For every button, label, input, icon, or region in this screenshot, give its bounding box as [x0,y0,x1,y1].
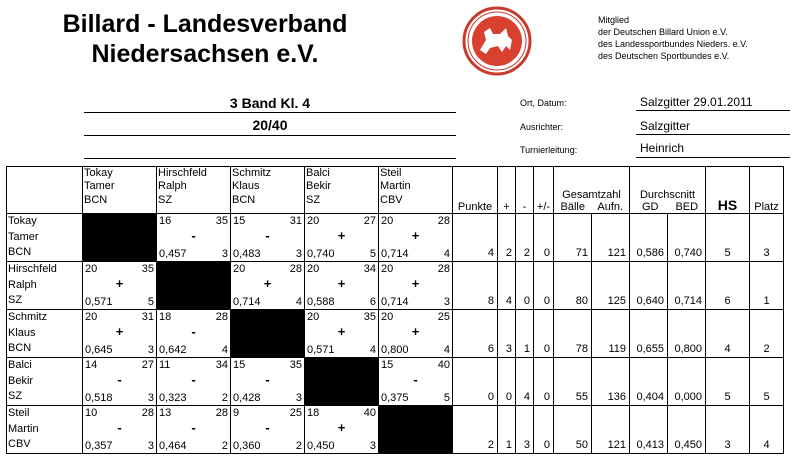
total-plus: 4 [498,262,516,310]
host-value: Salzgitter [640,119,691,133]
match-points: 20 [381,263,394,275]
total-platz: 2 [750,310,784,358]
player-club: SZ [158,193,173,206]
match-outcome: + [337,228,346,243]
total-bed: 0,740 [668,214,706,262]
match-points: 15 [233,359,246,371]
match-average: 0,740 [307,248,335,260]
match-innings-total: 31 [289,215,302,227]
match-innings-total: 35 [141,263,154,275]
gesamtzahl-label: Gesamtzahl [562,189,621,201]
match-high-series: 5 [369,248,376,260]
divider [636,110,790,111]
match-innings-total: 27 [141,359,154,371]
match-innings-total: 28 [215,311,228,323]
match-average: 0,714 [233,296,261,308]
match-result-cell [83,358,157,406]
match-innings-total: 25 [437,311,450,323]
total-hs: 5 [706,358,750,406]
match-points: 16 [159,215,172,227]
total-aufn: 119 [592,310,630,358]
lead-value: Heinrich [640,141,685,155]
match-points: 11 [159,359,171,371]
total-hs: 3 [706,406,750,454]
member-line: Mitglied [598,15,630,25]
match-outcome: - [191,372,196,387]
total-bed: 0,714 [668,262,706,310]
match-average: 0,642 [159,344,187,356]
match-high-series: 3 [147,440,154,452]
match-innings-total: 35 [215,215,228,227]
match-high-series: 5 [443,392,450,404]
divider [84,112,456,113]
match-average: 0,714 [381,248,409,260]
match-result-cell [83,310,157,358]
member-line: der Deutschen Billard Union e.V. [598,27,728,37]
divider [636,157,790,158]
player-club: CBV [8,438,31,451]
match-innings-total: 34 [215,359,228,371]
match-average: 0,714 [381,296,409,308]
match-high-series: 3 [147,344,154,356]
match-points: 20 [307,263,320,275]
total-baelle: 78 [554,310,592,358]
match-high-series: 3 [443,296,450,308]
match-high-series: 2 [221,440,228,452]
match-innings-total: 28 [437,215,450,227]
association-logo [462,6,532,76]
player-last-name: Tokay [84,167,113,179]
self-match-cell [231,310,305,358]
title-line-1: Billard - Landesverband [62,10,348,38]
match-outcome: + [411,324,420,339]
total-aufn: 121 [592,214,630,262]
match-points: 10 [85,407,98,419]
player-first-name: Tamer [8,230,39,243]
match-average: 0,428 [233,392,261,404]
match-result-cell [379,310,453,358]
match-outcome: + [115,276,124,291]
match-high-series: 3 [147,392,154,404]
total-punkte: 2 [453,406,498,454]
row-player-name [7,214,83,262]
total-punkte: 8 [453,262,498,310]
total-bed: 0,450 [668,406,706,454]
match-result-cell [305,310,379,358]
total-bed: 0,800 [668,310,706,358]
player-club: CBV [380,193,403,206]
total-baelle: 55 [554,358,592,406]
col-durchschnitt [630,167,706,214]
player-first-name: Martin [8,422,39,435]
player-last-name: Hirschfeld [8,263,57,275]
match-result-cell [231,406,305,454]
match-average: 0,450 [307,440,335,452]
match-outcome: - [265,228,270,243]
player-first-name: Bekir [8,374,34,387]
match-result-cell [157,310,231,358]
distance: 20/40 [252,117,288,133]
total-bed: 0,000 [668,358,706,406]
match-outcome: + [263,276,272,291]
player-last-name: Hirschfeld [158,167,207,179]
total-platz: 3 [750,214,784,262]
total-baelle: 50 [554,406,592,454]
total-minus: 1 [516,310,534,358]
match-points: 18 [159,311,172,323]
total-aufn: 136 [592,358,630,406]
player-club: SZ [8,390,23,403]
total-gd: 0,586 [630,214,668,262]
match-high-series: 4 [443,344,450,356]
total-baelle: 80 [554,262,592,310]
total-gd: 0,655 [630,310,668,358]
match-points: 20 [307,311,320,323]
total-plus: 1 [498,406,516,454]
date-value: Salzgitter 29.01.2011 [640,95,753,109]
match-result-cell [83,262,157,310]
match-average: 0,323 [159,392,187,404]
player-club: BCN [8,246,32,259]
row-player-name [7,358,83,406]
match-outcome: - [117,372,122,387]
match-innings-total: 31 [141,311,154,323]
total-gd: 0,640 [630,262,668,310]
corner-cell [7,167,83,214]
match-average: 0,360 [233,440,261,452]
match-high-series: 4 [295,296,302,308]
match-points: 15 [381,359,394,371]
match-innings-total: 35 [289,359,302,371]
total-plus: 2 [498,214,516,262]
self-match-cell [379,406,453,454]
match-innings-total: 25 [289,407,302,419]
player-column-header [379,167,453,214]
match-result-cell [379,358,453,406]
match-outcome: + [337,276,346,291]
match-average: 0,800 [381,344,409,356]
match-outcome: - [191,228,196,243]
match-high-series: 4 [221,344,228,356]
player-last-name: Schmitz [8,311,48,323]
match-average: 0,588 [307,296,335,308]
total-baelle: 71 [554,214,592,262]
match-high-series: 3 [295,392,302,404]
row-player-name [7,262,83,310]
match-outcome: - [265,420,270,435]
row-player-name [7,310,83,358]
player-first-name: Tamer [84,180,115,193]
total-minus: 4 [516,358,534,406]
total-plus: 0 [498,358,516,406]
match-innings-total: 27 [363,215,376,227]
player-first-name: Bekir [306,180,332,193]
self-match-cell [83,214,157,262]
match-result-cell [305,262,379,310]
player-first-name: Martin [380,180,411,193]
total-aufn: 125 [592,262,630,310]
match-average: 0,571 [85,296,113,308]
player-last-name: Tokay [8,215,37,227]
total-plusminus: 0 [534,262,554,310]
match-innings-total: 28 [289,263,302,275]
match-result-cell [305,214,379,262]
match-average: 0,357 [85,440,113,452]
match-result-cell [157,406,231,454]
player-column-header [305,167,379,214]
table-row [7,358,784,406]
match-innings-total: 35 [363,311,376,323]
player-club: SZ [306,193,321,206]
total-plusminus: 0 [534,214,554,262]
divider [636,134,790,135]
player-first-name: Klaus [232,180,260,193]
match-high-series: 4 [443,248,450,260]
match-points: 14 [85,359,98,371]
self-match-cell [305,358,379,406]
match-outcome: - [265,372,270,387]
gesamtzahl-subheads [554,201,629,213]
match-result-cell [379,214,453,262]
date-label: Ort, Datum: [520,98,567,108]
total-gd: 0,413 [630,406,668,454]
total-hs: 4 [706,310,750,358]
membership-text [598,14,798,62]
match-outcome: - [413,372,418,387]
total-plusminus: 0 [534,310,554,358]
match-outcome: - [191,324,196,339]
match-result-cell [231,262,305,310]
match-high-series: 2 [221,392,228,404]
match-points: 13 [159,407,172,419]
match-points: 20 [85,311,98,323]
match-result-cell [231,358,305,406]
match-high-series: 4 [369,344,376,356]
match-innings-total: 28 [141,407,154,419]
col-gd: GD [642,201,659,213]
total-minus: 0 [516,262,534,310]
match-result-cell [305,406,379,454]
player-column-header [83,167,157,214]
match-outcome: + [337,324,346,339]
total-plusminus: 0 [534,358,554,406]
match-points: 18 [307,407,320,419]
player-first-name: Ralph [158,180,187,193]
player-first-name: Klaus [8,326,36,339]
match-outcome: + [115,324,124,339]
row-player-name [7,406,83,454]
results-table [6,166,784,454]
match-result-cell [157,214,231,262]
player-last-name: Balci [306,167,330,179]
col-hs: HS [706,167,750,214]
table-row [7,262,784,310]
match-result-cell [157,358,231,406]
title-line-2: Niedersachsen e.V. [91,40,319,68]
total-hs: 5 [706,214,750,262]
match-average: 0,518 [85,392,113,404]
total-platz: 4 [750,406,784,454]
player-last-name: Steil [8,407,30,419]
player-first-name: Ralph [8,278,37,291]
durchschnitt-subheads [630,201,705,213]
player-club: BCN [84,193,108,206]
player-last-name: Steil [380,167,402,179]
member-line: des Deutschen Sportbundes e.V. [598,51,730,61]
col-plusminus: +/- [534,167,554,214]
player-column-header [231,167,305,214]
player-last-name: Balci [8,359,32,371]
match-average: 0,645 [85,344,113,356]
match-innings-total: 28 [215,407,228,419]
col-punkte: Punkte [453,167,498,214]
player-club: BCN [8,342,32,355]
total-plus: 3 [498,310,516,358]
match-average: 0,483 [233,248,261,260]
table-row [7,310,784,358]
discipline: 3 Band Kl. 4 [229,95,311,111]
match-innings-total: 40 [363,407,376,419]
col-platz: Platz [750,167,784,214]
total-plusminus: 0 [534,406,554,454]
match-average: 0,464 [159,440,187,452]
match-points: 9 [233,407,240,419]
match-outcome: + [337,420,346,435]
match-high-series: 5 [147,296,154,308]
match-high-series: 2 [295,440,302,452]
match-points: 20 [307,215,320,227]
total-platz: 1 [750,262,784,310]
match-points: 20 [233,263,246,275]
match-outcome: + [411,276,420,291]
host-label: Ausrichter: [520,122,564,132]
divider [84,135,456,136]
table-row [7,406,784,454]
match-innings-total: 34 [363,263,376,275]
col-gesamtzahl [554,167,630,214]
total-minus: 3 [516,406,534,454]
match-points: 20 [85,263,98,275]
match-average: 0,571 [307,344,335,356]
match-result-cell [83,406,157,454]
total-punkte: 6 [453,310,498,358]
total-punkte: 0 [453,358,498,406]
player-last-name: Schmitz [232,167,272,179]
col-plus: + [498,167,516,214]
table-row [7,214,784,262]
col-aufn: Aufn. [597,201,624,213]
lead-label: Turnierleitung: [520,145,578,155]
player-club: BCN [232,193,256,206]
match-result-cell [231,214,305,262]
match-outcome: + [411,228,420,243]
match-points: 20 [381,215,394,227]
total-punkte: 4 [453,214,498,262]
total-minus: 2 [516,214,534,262]
self-match-cell [157,262,231,310]
total-hs: 6 [706,262,750,310]
total-platz: 5 [750,358,784,406]
player-club: SZ [8,294,23,307]
match-points: 15 [233,215,246,227]
match-average: 0,375 [381,392,409,404]
col-bed: BED [675,201,699,213]
durchschnitt-label: Durchscnitt [639,189,696,201]
match-outcome: - [117,420,122,435]
match-high-series: 6 [369,296,376,308]
match-innings-total: 28 [437,263,450,275]
match-innings-total: 40 [437,359,450,371]
total-gd: 0,404 [630,358,668,406]
match-result-cell [379,262,453,310]
match-high-series: 3 [369,440,376,452]
divider [84,158,456,159]
col-baelle: Bälle [560,201,585,213]
col-minus: - [516,167,534,214]
match-high-series: 3 [221,248,228,260]
match-average: 0,457 [159,248,187,260]
match-high-series: 3 [295,248,302,260]
match-points: 20 [381,311,394,323]
total-aufn: 121 [592,406,630,454]
member-line: des Landessportbundes Nieders. e.V. [598,39,748,49]
player-column-header [157,167,231,214]
match-outcome: - [191,420,196,435]
